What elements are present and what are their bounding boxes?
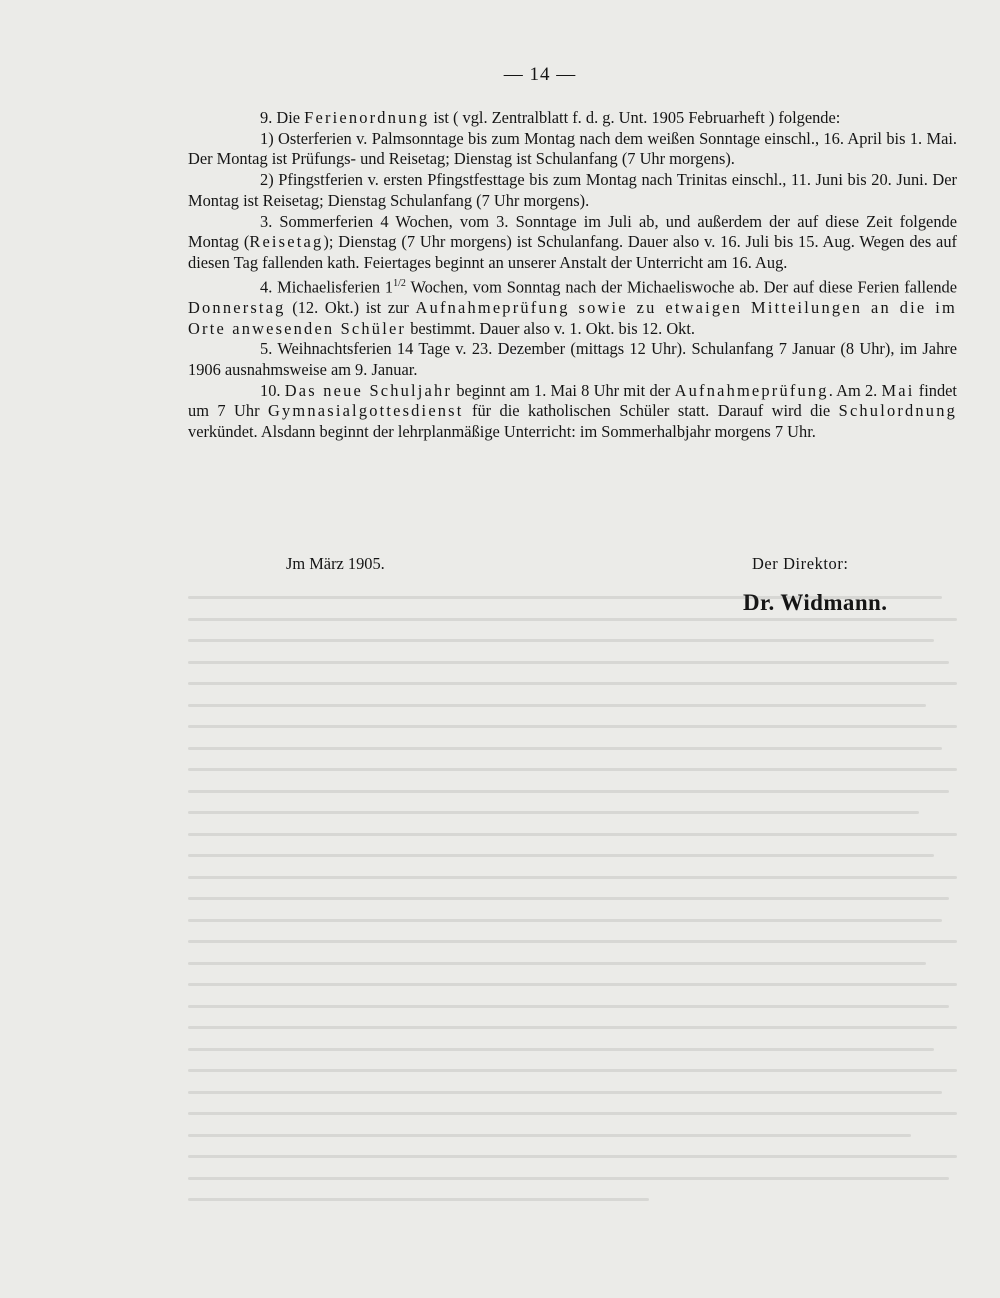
- holiday-regulations: [188, 108, 957, 443]
- section-9-intro: [188, 108, 957, 129]
- director-title: Der Direktor:: [752, 554, 849, 573]
- section-10-new-school-year: 10. Das neue Schuljahr beginnt am 1. Mai 8 Uhr mit der Aufnahmeprüfung. Am 2. Mai findet um 7 Uhr Gymnasialgottesdienst für die katholischen Schüler statt. Darauf wird die Schulordnung verkündet. Alsdann beginnt der lehrplanmäßige Unterricht: im Sommerhalbjahr morgens 7 Uhr.: [188, 380, 957, 442]
- section-9-prefix: 9. Die: [260, 108, 301, 127]
- bleed-through-lines: [188, 596, 957, 1220]
- summer-spaced-word: Reisetag: [249, 232, 324, 252]
- signature-row: [0, 554, 1000, 578]
- place-date: Jm März 1905.: [286, 554, 385, 573]
- item-pentecost-holidays: 2) Pfingstferien v. ersten Pfingstfesttage bis zum Montag nach Trinitas einschl., 11. Juni bis 20. Juni. Der Montag ist Reisetag; Dienstag Schulanfang (7 Uhr morgens).: [188, 170, 957, 210]
- item-christmas-holidays: 5. Weihnachtsferien 14 Tage v. 23. Dezember (mittags 12 Uhr). Schulanfang 7 Januar (8 Uhr), im Jahre 1906 ausnahmsweise am 9. Januar.: [188, 339, 957, 379]
- item-michaelmas-holidays: 4. Michaelisferien $1^{1/2}$ Wochen, vom Sonntag nach der Michaeliswoche ab. Der auf diese Ferien fallende Donnerstag (12. Okt.) ist zur Aufnahmeprüfung sowie zu etwaigen Mitteilungen an die im Orte anwesenden Schüler bestimmt. Dauer also v. 1. Okt. bis 12. Okt.: [188, 277, 957, 338]
- item-easter-holidays: 1) Osterferien v. Palmsonntage bis zum Montag nach dem weißen Sonntage einschl., 16. April bis 1. Mai. Der Montag ist Prüfungs- und Reisetag; Dienstag ist Schulanfang (7 Uhr morgens).: [188, 128, 957, 169]
- page-number: — 14 —: [503, 64, 577, 85]
- section-9-text: ist ( vgl. Zentralblatt f. d. g. Unt. 1905 Februarheft ) folgende:: [433, 108, 841, 127]
- director-name: Dr. Widmann.: [743, 590, 888, 615]
- fraction: 1/2: [393, 277, 406, 289]
- section-9-spaced-word: Ferienordnung: [304, 108, 430, 127]
- item-summer-holidays: 3. Sommerferien 4 Wochen, vom 3. Sonntage im Juli ab, und außerdem der auf diese Zeit folgende Montag (Reisetag); Dienstag (7 Uhr morgens) ist Schulanfang. Dauer also v. 16. Juli bis 15. Aug. Wegen des auf diesen Tag fallenden kath. Feiertages beginnt an unserer Anstalt der Unterricht am 16. Aug.: [188, 211, 957, 272]
